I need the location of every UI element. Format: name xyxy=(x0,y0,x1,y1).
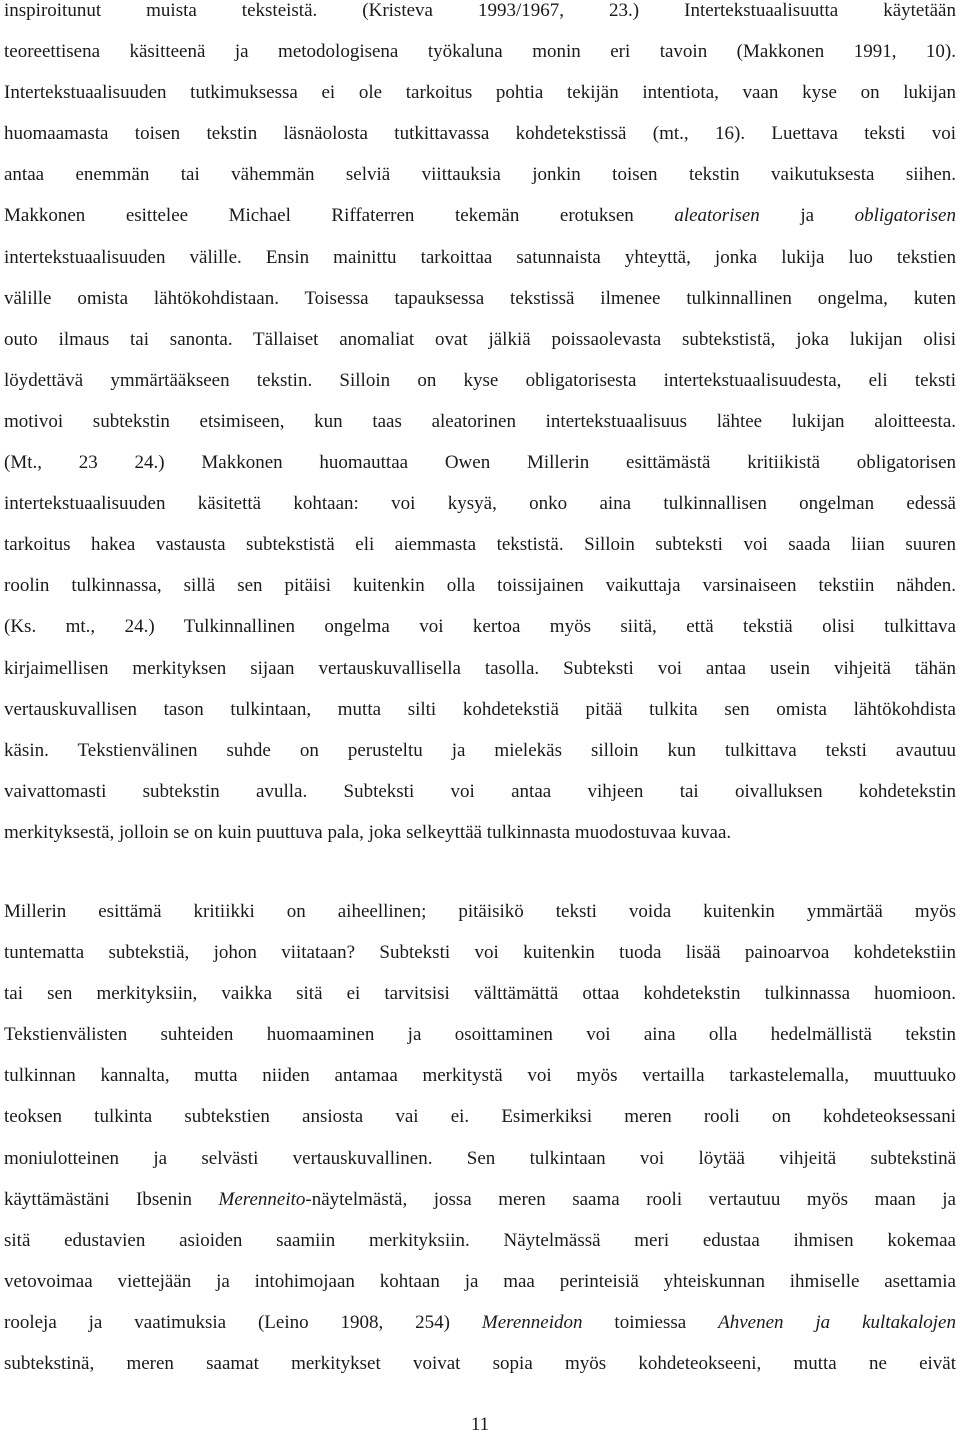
text-line xyxy=(4,278,956,319)
text-run: roolin tulkinnassa, sillä sen pitäisi kuitenkin olla toissijainen vaikuttaja varsinaiseen tekstiin nähden. xyxy=(4,575,956,597)
text-line xyxy=(4,648,956,689)
paragraph-2 xyxy=(4,891,956,1384)
italic-text: Merenneito xyxy=(218,1188,306,1210)
text-run: sitä edustavien asioiden saamiin merkityksiin. Näytelmässä meri edustaa ihmisen kokemaa xyxy=(4,1229,956,1251)
text-run: teoksen tulkinta subtekstien ansiosta vai ei. Esimerkiksi meren rooli on kohdeteoksessani xyxy=(4,1106,956,1128)
page-number: 11 xyxy=(470,1414,490,1435)
text-line xyxy=(4,237,956,278)
italic-text: aleatorisen xyxy=(674,205,760,227)
text-line xyxy=(4,1138,956,1179)
text-line xyxy=(4,1179,956,1220)
text-run: -näytelmästä, jossa meren saama rooli vertautuu myös maan ja xyxy=(305,1188,956,1210)
text-line xyxy=(4,1302,956,1343)
text-line xyxy=(4,973,956,1014)
text-line xyxy=(4,72,956,113)
text-run: antaa enemmän tai vähemmän selviä viittauksia jonkin toisen tekstin vaikutuksesta siihen. xyxy=(4,164,956,186)
italic-text: Merenneidon xyxy=(481,1311,583,1333)
text-line xyxy=(4,483,956,524)
text-line xyxy=(4,195,956,236)
text-line xyxy=(4,891,956,932)
italic-text: Ahvenen ja kultakalojen xyxy=(718,1311,956,1333)
text-line xyxy=(4,730,956,771)
text-line xyxy=(4,113,956,154)
text-line xyxy=(4,1096,956,1137)
text-run: vetovoimaa viettejään ja intohimojaan kohtaan ja maa perinteisiä yhteiskunnan ihmiselle asettamia xyxy=(4,1270,956,1292)
text-line xyxy=(4,360,956,401)
text-line xyxy=(4,689,956,730)
text-run: (Mt., 23 24.) Makkonen huomauttaa Owen Millerin esittämästä kritiikistä obligatorisen xyxy=(4,452,956,474)
text-line xyxy=(4,1220,956,1261)
text-run: motivoi subtekstin etsimiseen, kun taas aleatorinen intertekstuaalisuus lähtee lukijan aloitteesta. xyxy=(4,410,956,432)
text-line xyxy=(4,1014,956,1055)
text-line xyxy=(4,31,956,72)
text-line xyxy=(4,1261,956,1302)
text-run: tulkinnan kannalta, mutta niiden antamaa merkitystä voi myös vertailla tarkastelemalla, muuttuuko xyxy=(4,1065,956,1087)
text-line xyxy=(4,0,956,31)
text-run: ja xyxy=(759,205,855,227)
text-run: merkityksestä, jolloin se on kuin puuttuva pala, joka selkeyttää tulkinnasta muodostuvaa kuvaa. xyxy=(4,821,732,843)
text-run: käsin. Tekstienvälinen suhde on perusteltu ja mielekäs silloin kun tulkittava teksti avautuu xyxy=(4,739,956,761)
text-run: Millerin esittämä kritiikki on aiheellinen; pitäisikö teksti voida kuitenkin ymmärtää myös xyxy=(4,901,956,922)
text-line xyxy=(4,401,956,442)
text-line xyxy=(4,524,956,565)
text-line xyxy=(4,565,956,606)
text-run: toimiessa xyxy=(582,1311,719,1333)
text-run: vaivattomasti subtekstin avulla. Subteksti voi antaa vihjeen tai oivalluksen kohdetekstin xyxy=(4,780,956,802)
italic-text: obligatorisen xyxy=(854,205,956,227)
text-line xyxy=(4,606,956,647)
text-run: huomaamasta toisen tekstin läsnäolosta tutkittavassa kohdetekstissä (mt., 16). Luettava teksti voi xyxy=(4,123,956,145)
text-run: Makkonen esittelee Michael Riffaterren tekemän erotuksen xyxy=(4,205,675,227)
text-run: tuntematta subtekstiä, johon viitataan? Subteksti voi kuitenkin tuoda lisää painoarvoa kohdetekstiin xyxy=(4,942,956,964)
text-line xyxy=(4,1343,956,1384)
text-run: inspiroitunut muista teksteistä. (Kristeva 1993/1967, 23.) Intertekstuaalisuutta käytetään xyxy=(4,0,956,21)
text-run: Tekstienvälisten suhteiden huomaaminen ja osoittaminen voi aina olla hedelmällistä tekstin xyxy=(4,1024,956,1046)
text-run: rooleja ja vaatimuksia (Leino 1908, 254) xyxy=(4,1311,482,1333)
text-run: tarkoitus hakea vastausta subtekstistä eli aiemmasta tekstistä. Silloin subteksti voi saada liian suuren xyxy=(4,534,956,556)
text-run: teoreettisena käsitteenä ja metodologisena työkaluna monin eri tavoin (Makkonen 1991, 10). xyxy=(4,41,956,63)
text-run: tai sen merkityksiin, vaikka sitä ei tarvitsisi välttämättä ottaa kohdetekstin tulkinnassa huomioon. xyxy=(4,983,956,1005)
text-line xyxy=(4,812,956,853)
text-line xyxy=(4,932,956,973)
text-run: intertekstuaalisuuden välille. Ensin mainittu tarkoittaa satunnaista yhteyttä, jonka lukija luo tekstien xyxy=(4,246,956,268)
text-run: käyttämästäni Ibsenin xyxy=(4,1188,219,1210)
text-run: vertauskuvallisen tason tulkintaan, mutta silti kohdetekstiä pitää tulkita sen omista lähtökohdista xyxy=(4,698,956,720)
text-run: löydettävä ymmärtääkseen tekstin. Silloin on kyse obligatorisesta intertekstuaalisuudesta, eli teksti xyxy=(4,369,956,391)
paragraph-1 xyxy=(4,0,956,853)
text-run: subtekstinä, meren saamat merkitykset voivat sopia myös kohdeteokseeni, mutta ne eivät xyxy=(4,1353,956,1375)
text-line xyxy=(4,154,956,195)
text-line xyxy=(4,319,956,360)
text-run: Intertekstuaalisuuden tutkimuksessa ei ole tarkoitus pohtia tekijän intentiota, vaan kyse on lukijan xyxy=(4,82,956,104)
text-line xyxy=(4,442,956,483)
text-line xyxy=(4,1055,956,1096)
text-run: (Ks. mt., 24.) Tulkinnallinen ongelma voi kertoa myös siitä, että tekstiä olisi tulkittava xyxy=(4,616,956,638)
text-run: kirjaimellisen merkityksen sijaan vertauskuvallisella tasolla. Subteksti voi antaa usein vihjeitä tähän xyxy=(4,657,956,679)
text-run: intertekstuaalisuuden käsitettä kohtaan: voi kysyä, onko aina tulkinnallisen ongelman edessä xyxy=(4,493,956,515)
text-run: moniulotteinen ja selvästi vertauskuvallinen. Sen tulkintaan voi löytää vihjeitä subtekstinä xyxy=(4,1147,956,1169)
text-line xyxy=(4,771,956,812)
text-run: outo ilmaus tai sanonta. Tällaiset anomaliat ovat jälkiä poissaolevasta subtekstistä, joka lukijan olisi xyxy=(4,328,956,350)
text-run: välille omista lähtökohdistaan. Toisessa tapauksessa tekstissä ilmenee tulkinnallinen ongelma, kuten xyxy=(4,287,956,309)
